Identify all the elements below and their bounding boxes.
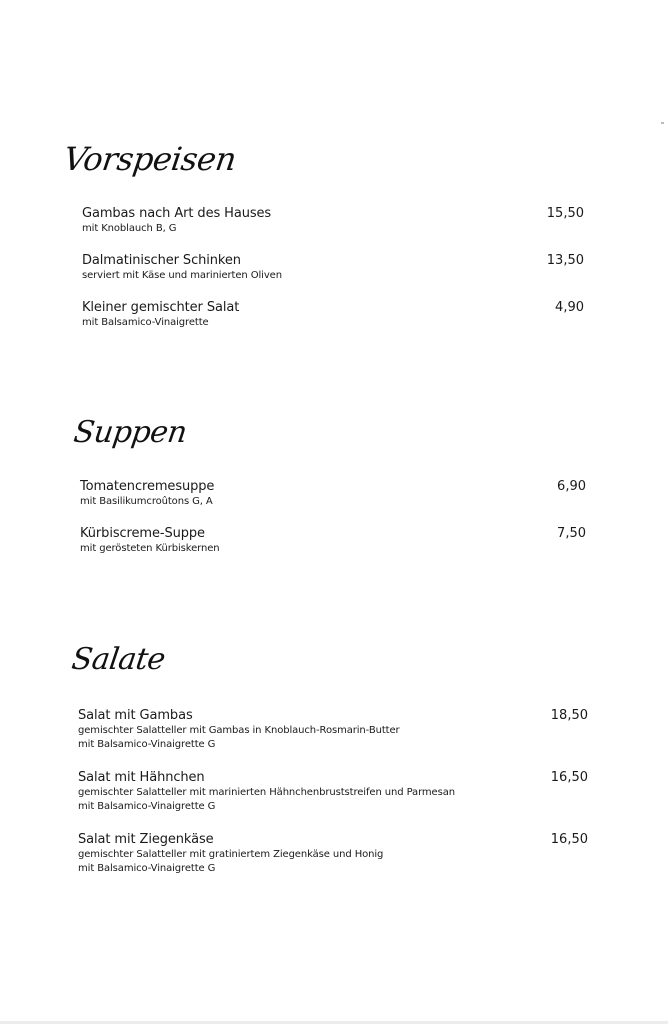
item-price: 13,50 bbox=[546, 253, 584, 268]
item-name: Kürbiscreme-Suppe bbox=[80, 526, 205, 541]
menu-item bbox=[0, 206, 668, 246]
section-title-suppen: Suppen bbox=[71, 415, 189, 450]
menu-item bbox=[0, 479, 668, 519]
item-description: mit Knoblauch B, G bbox=[82, 223, 177, 234]
item-price: 4,90 bbox=[555, 300, 584, 315]
menu-item bbox=[0, 253, 668, 293]
item-description: gemischter Salatteller mit marinierten Hähnchenbruststreifen und Parmesan bbox=[78, 787, 455, 798]
section-title-salate: Salate bbox=[69, 642, 168, 677]
menu-item bbox=[0, 832, 668, 880]
item-description: mit Basilikumcroûtons G, A bbox=[80, 496, 213, 507]
item-description: gemischter Salatteller mit Gambas in Knoblauch-Rosmarin-Butter bbox=[78, 725, 400, 736]
item-price: 6,90 bbox=[557, 479, 586, 494]
item-description-line2: mit Balsamico-Vinaigrette G bbox=[78, 801, 216, 812]
item-name: Kleiner gemischter Salat bbox=[82, 300, 240, 315]
section-title-vorspeisen: Vorspeisen bbox=[61, 140, 239, 178]
item-description: serviert mit Käse und marinierten Oliven bbox=[82, 270, 282, 281]
item-price: 16,50 bbox=[550, 770, 588, 785]
item-description: mit Balsamico-Vinaigrette bbox=[82, 317, 209, 328]
menu-item bbox=[0, 526, 668, 566]
item-name: Tomatencremesuppe bbox=[80, 479, 215, 494]
item-name: Salat mit Ziegenkäse bbox=[78, 832, 214, 847]
item-description-line2: mit Balsamico-Vinaigrette G bbox=[78, 739, 216, 750]
item-description: mit gerösteten Kürbiskernen bbox=[80, 543, 220, 554]
menu-item bbox=[0, 708, 668, 756]
menu-item bbox=[0, 300, 668, 340]
scan-artifact bbox=[661, 122, 664, 124]
item-price: 16,50 bbox=[550, 832, 588, 847]
item-name: Dalmatinischer Schinken bbox=[82, 253, 241, 268]
item-name: Gambas nach Art des Hauses bbox=[82, 206, 272, 221]
item-description: gemischter Salatteller mit gratiniertem Ziegenkäse und Honig bbox=[78, 849, 384, 860]
item-name: Salat mit Hähnchen bbox=[78, 770, 205, 785]
menu-item bbox=[0, 770, 668, 818]
item-price: 7,50 bbox=[557, 526, 586, 541]
item-name: Salat mit Gambas bbox=[78, 708, 193, 723]
item-price: 18,50 bbox=[550, 708, 588, 723]
item-description-line2: mit Balsamico-Vinaigrette G bbox=[78, 863, 216, 874]
item-price: 15,50 bbox=[546, 206, 584, 221]
